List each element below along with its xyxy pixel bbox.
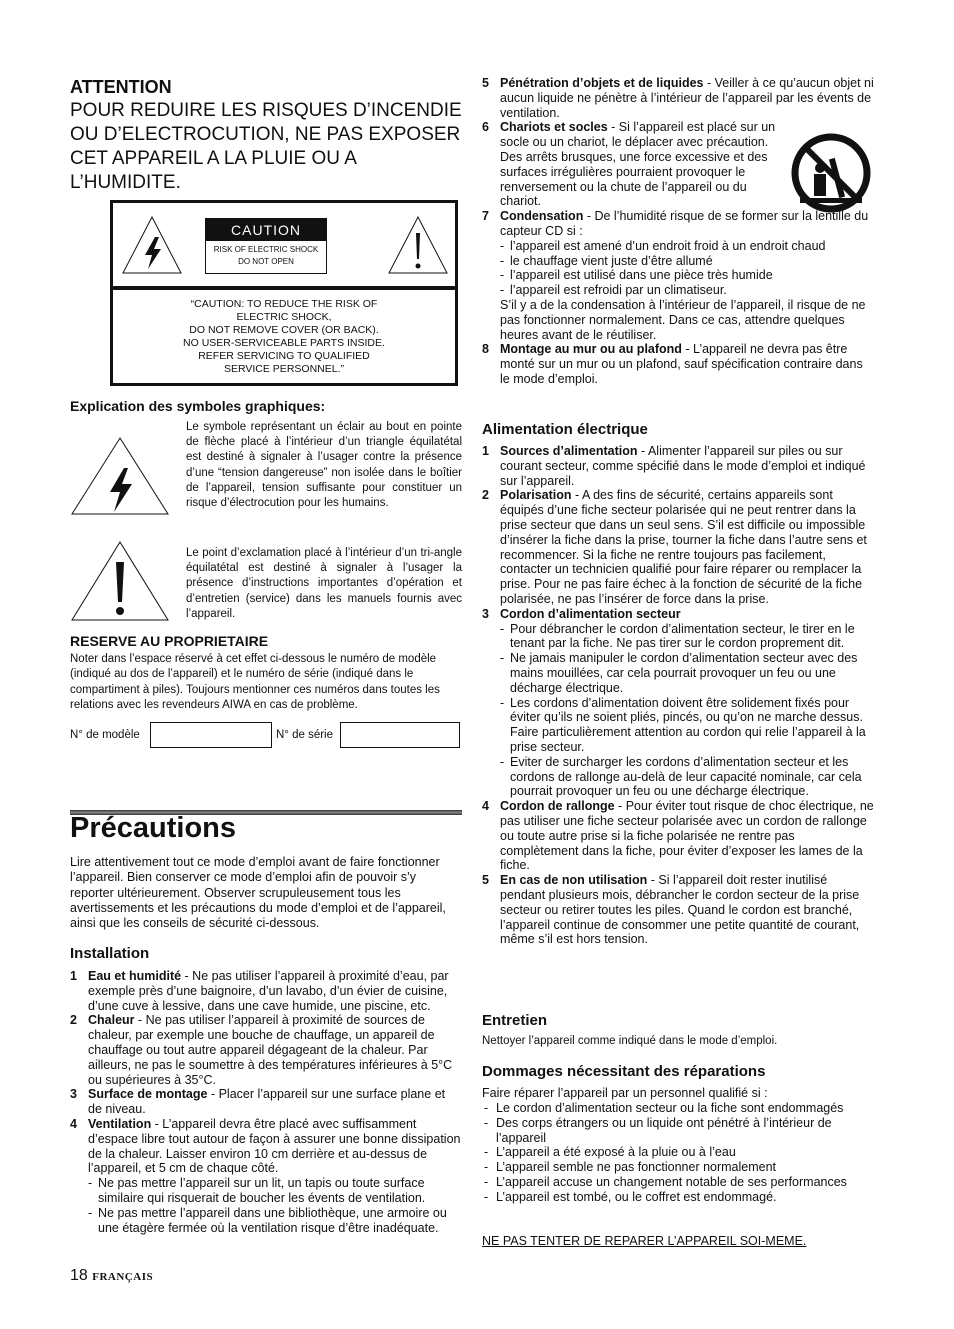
list-item: 5 Pénétration d’objets et de liquides - Veiller à ce qu’aucun objet ni aucun liquide ne pénètre à l’intérieur de l’appareil par les évents de ventilation. bbox=[482, 76, 874, 120]
lightning-triangle-icon bbox=[121, 215, 183, 275]
alimentation-list bbox=[482, 444, 874, 947]
entretien-heading: Entretien bbox=[482, 1012, 548, 1029]
list-item: 7 Condensation - De l’humidité risque de se former sur la lentille du capteur CD si : - l’appareil est amené d’un endroit froid à un endroit chaud - le chauffage vient juste d’être allumé - l’appareil est utilisé dans une pièce très humide - l’appareil est refroidi par un climatiseur. S’il y a de la condensation à l’intérieur de l’appareil, il risque de ne pas fonctionner normalement. Dans ce cas, attendre quelques heures avant de le réutiliser. bbox=[482, 209, 874, 342]
exclamation-symbol-text: Le point d’exclamation placé à l’intérieur d’un tri-angle équilatétal est destiné à signaler à l’usager la présence d’instructions importantes d’opération et d’entretien (service) dans les manuels fournis avec l’appareil. bbox=[186, 547, 462, 620]
serial-label: N° de série bbox=[276, 729, 334, 741]
list-item: 2 Polarisation - A des fins de sécurité, certains appareils sont équipés d’une fiche secteur polarisée qui ne peut rentrer dans la prise secteur que dans un seul sens. S’il est difficile ou impossible d’insérer la fiche dans la prise, tourner la fiche dans l’autre sens et recommencer. Si la fiche ne rentre toujours pas facilement, contacter un technicien qualifié pour faire réparer ou remplacer la prise. Pour ne pas faire échec à la fonction de sécurité de la fiche polarisée, ne pas l’insérer de force dans la prise. bbox=[482, 488, 867, 606]
symbols-heading: Explication des symboles graphiques: bbox=[70, 398, 326, 414]
reserve-heading: RESERVE AU PROPRIETAIRE bbox=[70, 633, 269, 649]
list-item: 1 Eau et humidité - Ne pas utiliser l’appareil à proximité d’eau, par exemple près d’une baignoire, d’un lavabo, d’un évier de cuisine, d’une cuve à lessive, dans une cave humide, une piscine, etc. bbox=[70, 969, 449, 1013]
precautions-intro: Lire attentivement tout ce mode d’emploi avant de faire fonctionner l’appareil. Bien conserver ce mode d’emploi afin de pouvoir s’y reporter ultérieurement. Observer scrupuleusement tous les avertissements et les précautions du mode d’emploi et de l’appareil, ainsi que les conseils de sécurité ci-dessous. bbox=[70, 855, 446, 931]
attention-body: POUR REDUIRE LES RISQUES D’INCENDIE OU D’ELECTROCUTION, NE PAS EXPOSER CET APPAREIL A LA PLUIE OU A L’HUMIDITE. bbox=[70, 100, 462, 193]
list-item: 5 En cas de non utilisation - Si l’appareil doit rester inutilisé pendant plusieurs mois, débrancher le cordon secteur de la prise secteur ou retirer toutes les piles. Quand le cordon est branché, l’appareil continue de consommer une petite quantité de courant, même s’il est hors tension. bbox=[482, 873, 860, 947]
list-item: 8 Montage au mur ou au plafond - L’appareil ne devra pas être monté sur un mur ou un plafond, sauf spécification contraire dans le mode d’emploi. bbox=[482, 342, 863, 386]
list-item: 3 Cordon d’alimentation secteur - Pour débrancher le cordon d’alimentation secteur, le tirer en le tenant par la fiche. Ne pas tirer sur le cordon proprement dit. - Ne jamais manipuler le cordon d’alimentation secteur avec des mains mouillées, car cela pourrait provoquer un feu ou une décharge électrique. - Les cordons d’alimentation doivent être solidement fixés pour éviter qu’ils ne soient pliés, pincés, ou qu’on ne marche dessus. Faire particulièrement attention au cordon qui relie l’appareil à la prise secteur. - Eviter de surcharger les cordons d’alimentation secteur et les cordons de rallonge au-delà de leur capacité nominale, car cela pourrait provoquer un feu ou une décharge électrique. bbox=[482, 607, 874, 799]
list-item: - L’appareil est tombé, ou le coffret est endommagé. bbox=[482, 1190, 874, 1205]
serial-number-field[interactable] bbox=[340, 722, 460, 748]
installation-heading: Installation bbox=[70, 945, 150, 962]
list-item: - L’appareil a été exposé à la pluie ou à l’eau bbox=[482, 1145, 874, 1160]
list-item: - L’appareil accuse un changement notable de ses performances bbox=[482, 1175, 874, 1190]
reparations-heading: Dommages nécessitant des réparations bbox=[482, 1063, 766, 1080]
caution-sub-2: DO NOT OPEN bbox=[238, 257, 294, 266]
reparations-list bbox=[482, 1101, 874, 1205]
caution-badge bbox=[205, 218, 327, 274]
caution-text: “CAUTION: TO REDUCE THE RISK OF ELECTRIC SHOCK, DO NOT REMOVE COVER (OR BACK). NO USER-SERVICEABLE PARTS INSIDE. REFER SERVICING TO QUALIFIED SERVICE PERSONNEL.” bbox=[183, 298, 385, 375]
attention-title: ATTENTION bbox=[70, 77, 172, 97]
model-number-field[interactable] bbox=[150, 722, 272, 748]
caution-header bbox=[113, 203, 455, 286]
reparations-intro: Faire réparer l’appareil par un personnel qualifié si : bbox=[482, 1086, 768, 1100]
page-language: FRANÇAIS bbox=[92, 1271, 154, 1283]
caution-label: CAUTION bbox=[206, 219, 326, 241]
reserve-fields bbox=[70, 722, 462, 750]
installation-list-continued bbox=[482, 76, 874, 387]
lightning-symbol-icon bbox=[70, 436, 170, 516]
precautions-title: Précautions bbox=[70, 812, 236, 844]
list-item: - Le cordon d’alimentation secteur ou la fiche sont endommagés bbox=[482, 1101, 874, 1116]
caution-separator bbox=[113, 286, 455, 290]
exclamation-triangle-icon bbox=[387, 215, 449, 275]
list-item: 4 Ventilation - L’appareil devra être placé avec suffisamment d’espace libre tout autour de façon à assurer une bonne dissipation de la chaleur. Laisser environ 10 cm derrière et au-dessus de l’appareil, et 5 cm de chaque côté. - Ne pas mettre l’appareil sur un lit, un tapis ou toute surface similaire qui risquerait de boucher les évents de ventilation. - Ne pas mettre l’appareil dans une bibliothèque, une armoire ou une étagère fermée où la ventilation risque d’être inadéquate. bbox=[70, 1117, 462, 1235]
list-item: 2 Chaleur - Ne pas utiliser l’appareil à proximité de sources de chaleur, par exemple une bouche de chauffage, un appareil de chauffage ou tout autre appareil dégageant de la chaleur. Par ailleurs, ne pas le soumettre à des températures inférieures à 5°C ou supérieures à 35°C. bbox=[70, 1013, 453, 1087]
alimentation-heading: Alimentation électrique bbox=[482, 421, 648, 438]
cart-warning-icon bbox=[790, 132, 872, 214]
page-number: 18 bbox=[70, 1267, 88, 1284]
installation-list bbox=[70, 969, 462, 1235]
caution-box bbox=[110, 200, 458, 386]
list-item: - L’appareil semble ne pas fonctionner normalement bbox=[482, 1160, 874, 1175]
list-item: - Des corps étrangers ou un liquide ont pénétré à l’intérieur de l’appareil bbox=[482, 1116, 874, 1146]
caution-sub-1: RISK OF ELECTRIC SHOCK bbox=[213, 245, 319, 254]
page-footer bbox=[70, 1267, 153, 1285]
list-item: 1 Sources d’alimentation - Alimenter l’appareil sur piles ou sur courant secteur, comme spécifié dans le mode d’emploi et indiqué sur l’appareil. bbox=[482, 444, 866, 488]
list-item: 4 Cordon de rallonge - Pour éviter tout risque de choc électrique, ne pas utiliser une fiche secteur polarisée avec un cordon de rallonge ou toute autre prise si la fiche polarisée ne rentre pas complètement dans la fiche, pour éviter d’exposer les lames de la fiche. bbox=[482, 799, 874, 873]
entretien-text: Nettoyer l’appareil comme indiqué dans le mode d’emploi. bbox=[482, 1035, 778, 1047]
list-item: 6 Chariots et socles - Si l’appareil est placé sur un socle ou un chariot, le déplacer avec précaution. Des arrêts brusques, une force excessive et des surfaces irrégulières pourraient provoquer le renversement ou la chute de l’appareil ou du chariot. bbox=[482, 120, 776, 209]
exclamation-symbol-icon bbox=[70, 540, 170, 622]
reparations-warning: NE PAS TENTER DE REPARER L’APPAREIL SOI-MEME. bbox=[482, 1234, 807, 1248]
lightning-symbol-text: Le symbole représentant un éclair au bout en pointe de flèche placé à l’intérieur d’un triangle équilatétal est destiné à signaler à l’usager contre la présence d’une “tension dangereuse” non isolée dans le boîtier de l’appareil, tension suffisante pour constituer un risque d’électrocution pour les humains. bbox=[186, 421, 462, 510]
model-label: N° de modèle bbox=[70, 729, 140, 741]
reserve-text: Noter dans l’espace réservé à cet effet ci-dessous le numéro de modèle (indiqué au dos de l’appareil) et le numéro de série (indiqué dans le compartiment à piles). Toujours mentionner ces numéros dans toutes les relations avec les revendeurs AIWA en cas de problème. bbox=[70, 653, 440, 712]
list-item: 3 Surface de montage - Placer l’appareil sur une surface plane et de niveau. bbox=[70, 1087, 446, 1117]
